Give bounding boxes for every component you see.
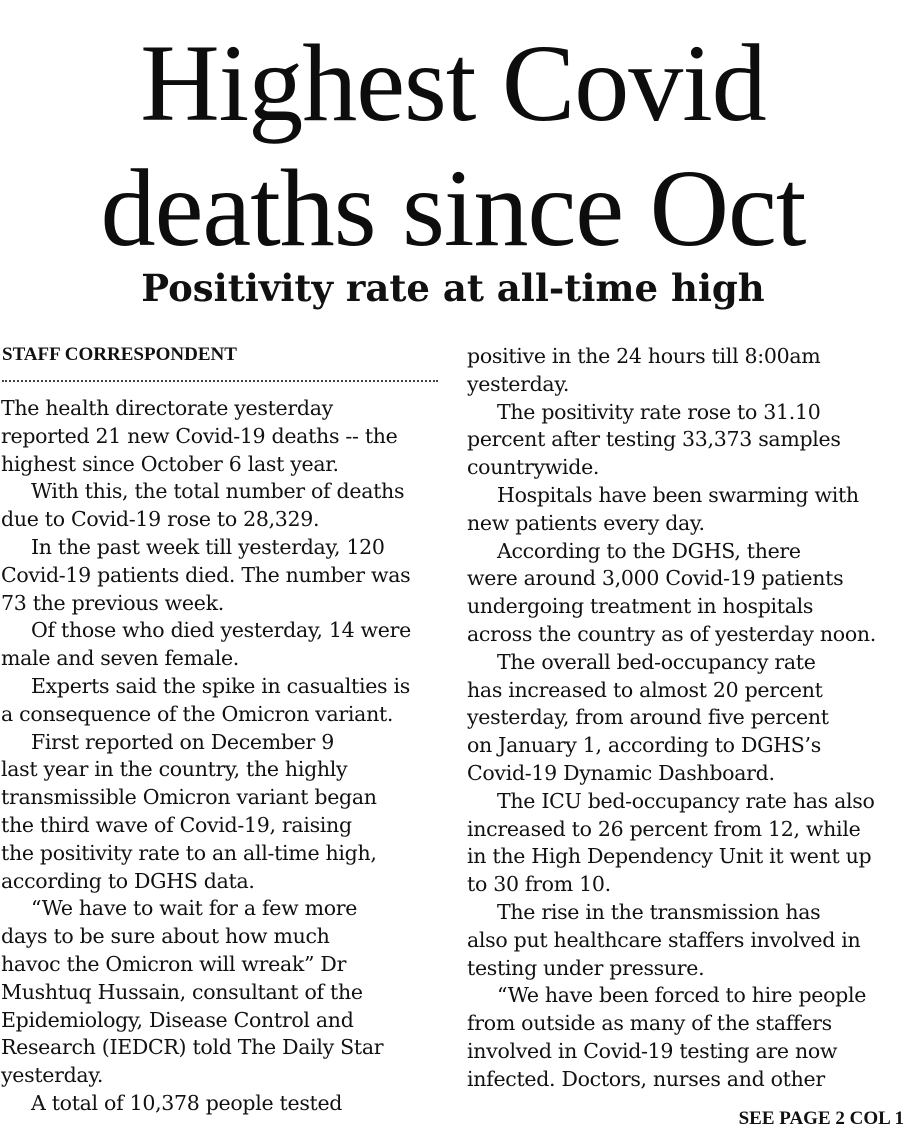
article-line: Mushtuq Hussain, consultant of the — [1, 979, 363, 1004]
article-line: According to the DGHS, there — [497, 538, 801, 563]
article-line: in the High Dependency Unit it went up — [467, 844, 872, 869]
article-line: 73 the previous week. — [1, 590, 224, 615]
article-line: according to DGHS data. — [1, 868, 255, 893]
article-line: infected. Doctors, nurses and other — [467, 1066, 825, 1091]
article-line: days to be sure about how much — [1, 924, 330, 949]
article-line: to 30 from 10. — [467, 872, 611, 897]
article-line: With this, the total number of deaths — [31, 479, 405, 504]
byline: STAFF CORRESPONDENT — [2, 344, 237, 365]
article-line: male and seven female. — [1, 646, 239, 671]
article-line: yesterday, from around five percent — [467, 705, 829, 730]
article-line: Covid-19 patients died. The number was — [1, 562, 411, 587]
article-line: Epidemiology, Disease Control and — [1, 1007, 354, 1032]
article-line: reported 21 new Covid-19 deaths -- the — [1, 423, 398, 448]
headline-line-2: deaths since Oct — [100, 147, 806, 269]
article-line: Of those who died yesterday, 14 were — [31, 618, 411, 643]
article-line: Hospitals have been swarming with — [497, 482, 859, 507]
article-line: across the country as of yesterday noon. — [467, 621, 877, 646]
continuation-jump-line: SEE PAGE 2 COL 1 — [738, 1108, 904, 1129]
article-line: transmissible Omicron variant began — [1, 785, 377, 810]
article-line: on January 1, according to DGHS’s — [467, 733, 821, 758]
article-line: The health directorate yesterday — [1, 396, 333, 420]
article-line: “We have to wait for a few more — [31, 896, 358, 921]
article-line: last year in the country, the highly — [1, 757, 348, 782]
article-line: a consequence of the Omicron variant. — [1, 701, 394, 726]
headline-line-1: Highest Covid — [140, 22, 766, 144]
article-line: also put healthcare staffers involved in — [467, 927, 861, 952]
article-line: The rise in the transmission has — [497, 899, 821, 924]
article-line: new patients every day. — [467, 510, 705, 535]
article-line: the third wave of Covid-19, raising — [1, 812, 352, 837]
article-line: percent after testing 33,373 samples — [467, 427, 841, 452]
article-line: A total of 10,378 people tested — [31, 1090, 343, 1115]
article-line: Experts said the spike in casualties is — [31, 673, 410, 698]
article-line: The positivity rate rose to 31.10 — [497, 399, 821, 424]
subheadline: Positivity rate at all-time high — [141, 266, 765, 310]
article-line: Research (IEDCR) told The Daily Star — [1, 1035, 384, 1060]
article-line: In the past week till yesterday, 120 — [31, 534, 385, 559]
article-line: The ICU bed-occupancy rate has also — [497, 788, 875, 813]
article-line: havoc the Omicron will wreak” Dr — [1, 951, 347, 976]
article-line: highest since October 6 last year. — [1, 451, 339, 476]
article-line: testing under pressure. — [467, 955, 705, 980]
article-line: Covid-19 Dynamic Dashboard. — [467, 760, 775, 785]
article-column-left — [1, 395, 441, 1118]
byline-dotted-rule — [2, 380, 438, 382]
article-line: increased to 26 percent from 12, while — [467, 816, 861, 841]
article-line: due to Covid-19 rose to 28,329. — [1, 507, 320, 532]
article-line: yesterday. — [467, 371, 570, 396]
article-line: “We have been forced to hire people — [497, 983, 867, 1008]
article-line: involved in Covid-19 testing are now — [467, 1038, 838, 1063]
article-line: The overall bed-occupancy rate — [497, 649, 816, 674]
article-column-right — [467, 343, 905, 1094]
article-line: has increased to almost 20 percent — [467, 677, 823, 702]
article-line: yesterday. — [1, 1063, 104, 1088]
article-line: were around 3,000 Covid-19 patients — [467, 566, 844, 591]
article-line: positive in the 24 hours till 8:00am — [467, 344, 821, 368]
article-line: undergoing treatment in hospitals — [467, 594, 814, 619]
article-line: countrywide. — [467, 455, 600, 480]
article-line: from outside as many of the staffers — [467, 1011, 832, 1036]
article-line: the positivity rate to an all-time high, — [1, 840, 377, 865]
article-line: First reported on December 9 — [31, 729, 334, 754]
